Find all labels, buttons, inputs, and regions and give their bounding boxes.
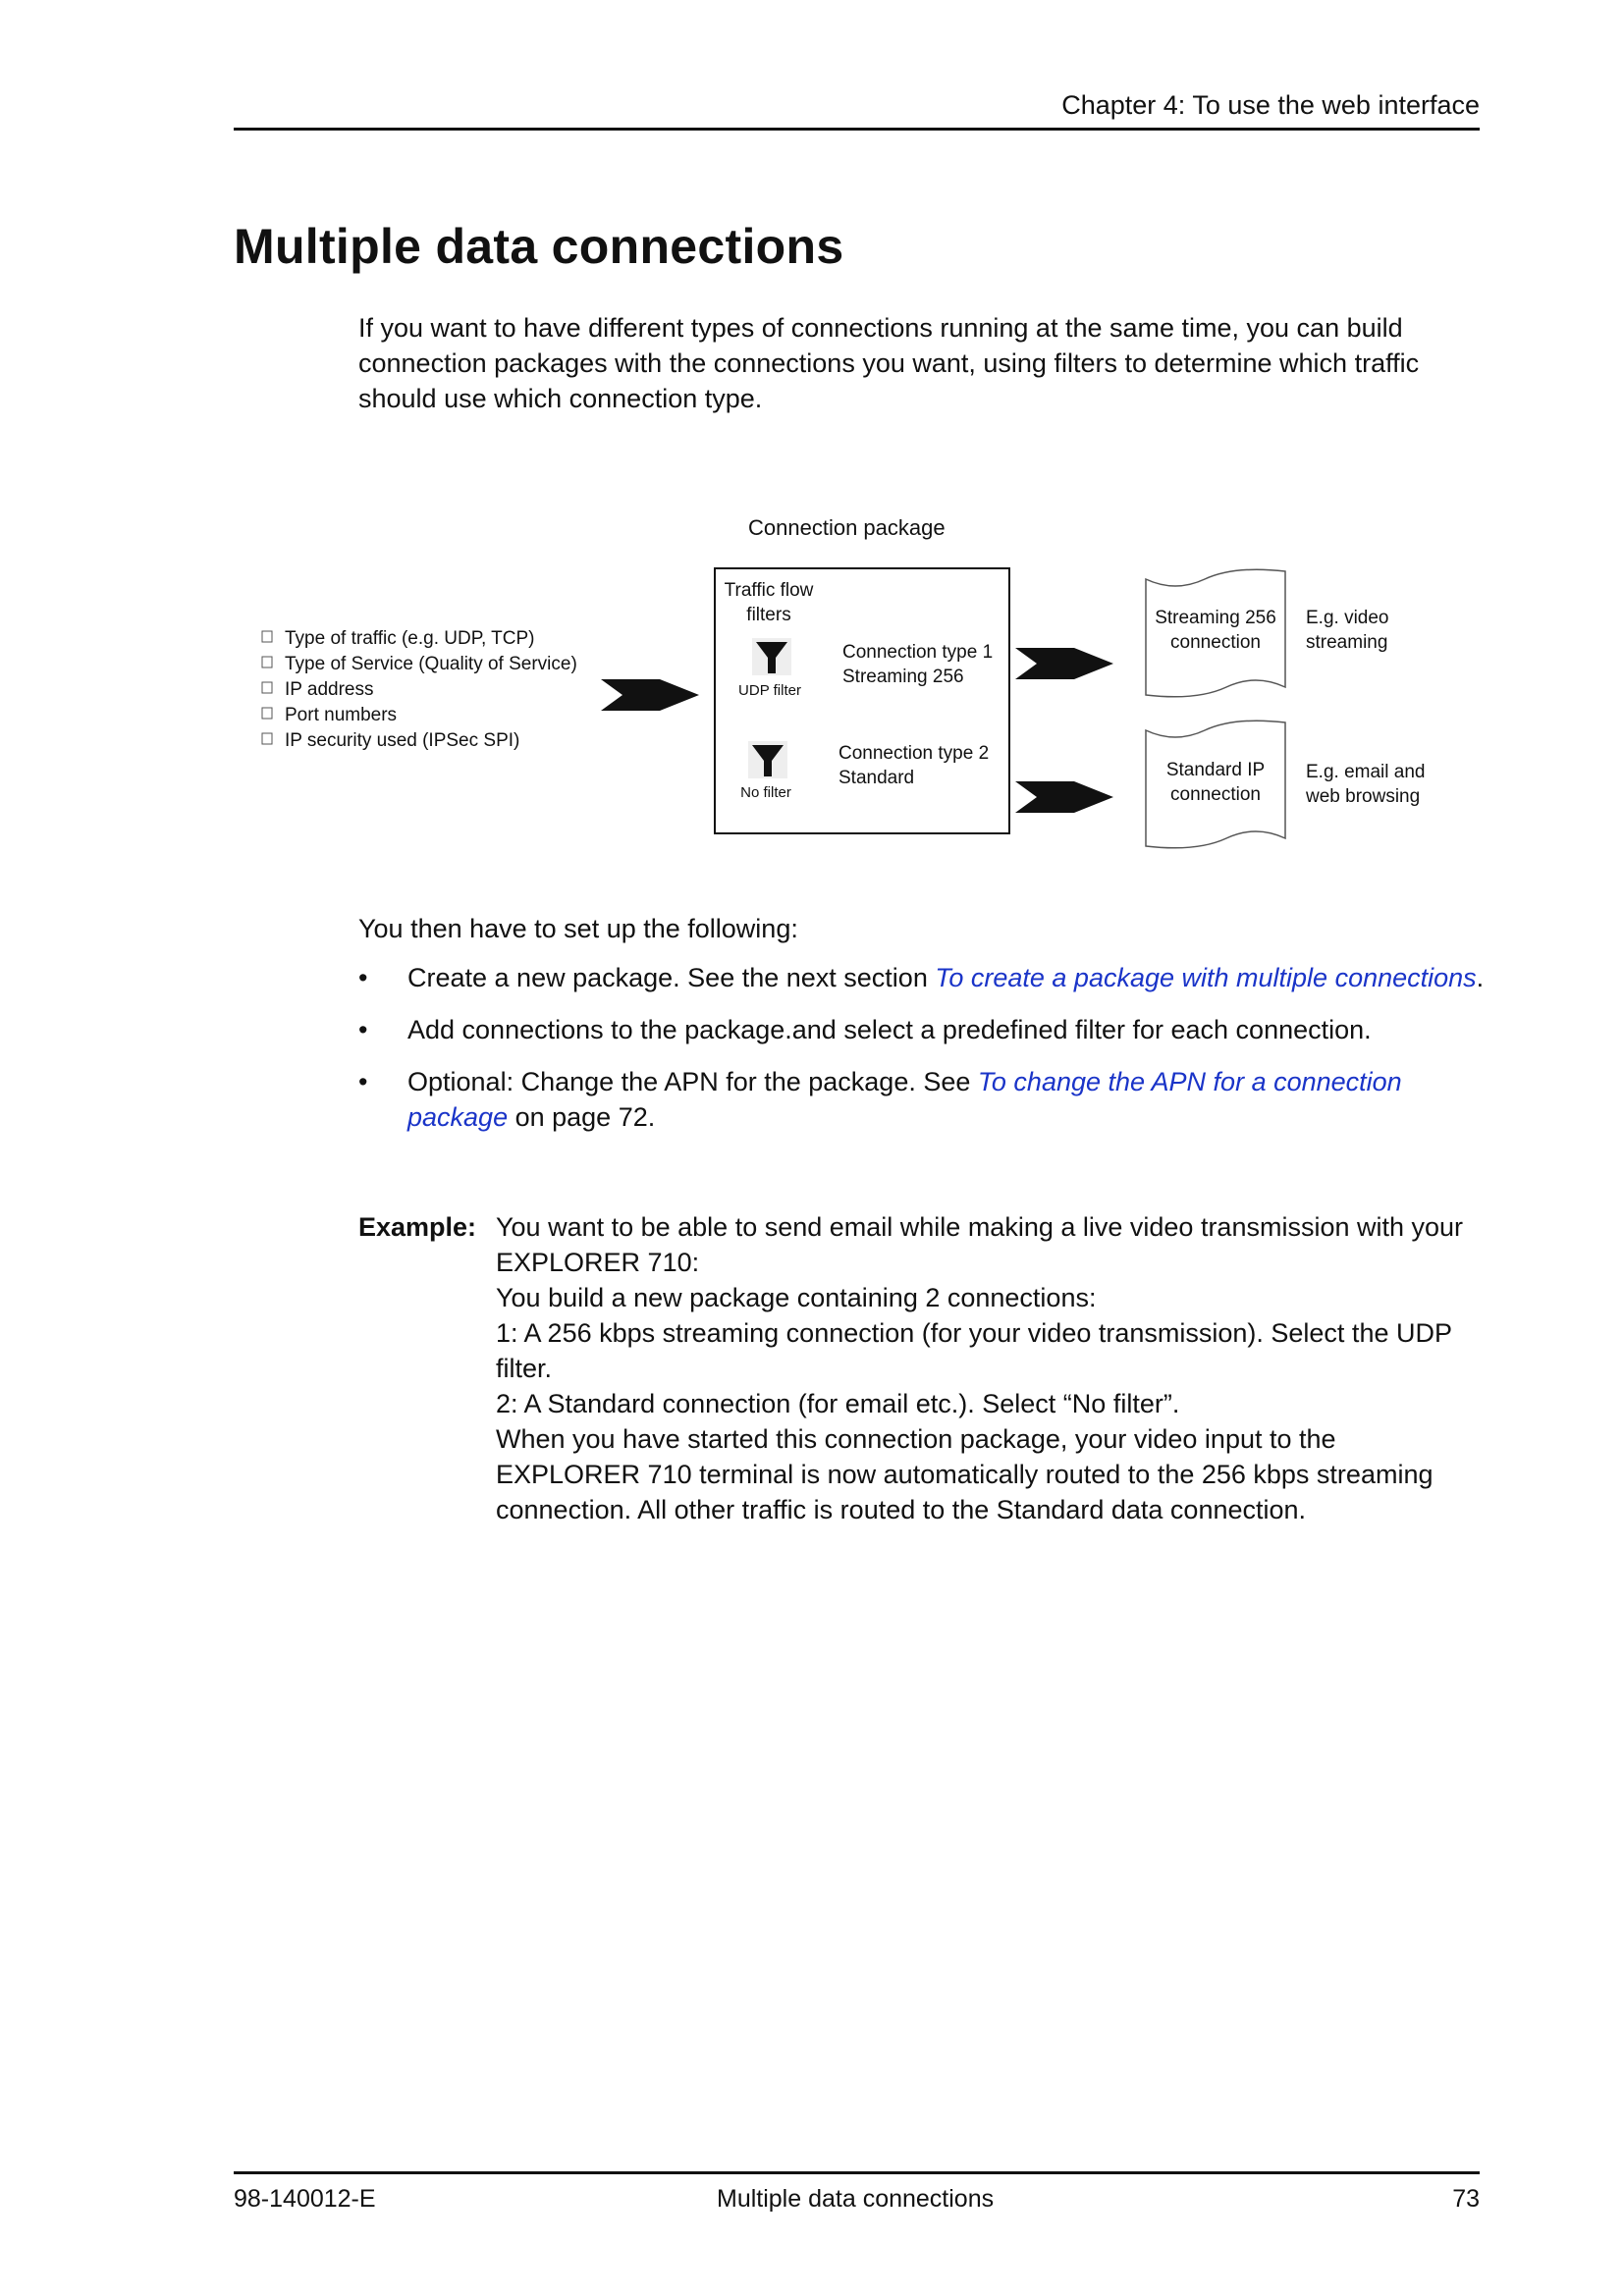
filters-title: filters [746,605,791,625]
change-apn-link[interactable]: To change the APN for a connection package [407,1067,1402,1132]
filters-title: Traffic flow [724,580,814,601]
step-text: Create a new package. See the next section [407,963,936,992]
document-number: 98-140012-E [234,2185,376,2213]
connection-type-1-detail: Streaming 256 [842,667,964,687]
example-line: When you have started this connection package, your video input to the EXPLORER 710 terminal is now automatically routed to the 256 kbps streaming connection. All other traffic is routed to the Standard data connection. [496,1424,1434,1524]
example-block [358,1209,1488,1527]
list-item [358,1012,1488,1047]
streaming-connection-label: connection [1170,632,1261,653]
connection-package-diagram [0,0,1623,883]
create-package-link[interactable]: To create a package with multiple connections [935,963,1477,992]
step-text: Optional: Change the APN for the package. See [407,1067,978,1096]
input-criteria-list [262,628,577,751]
input-criterion: IP address [285,679,374,700]
example-label: Example: [358,1212,477,1242]
double-arrow-icon [1015,648,1113,679]
input-criterion: Port numbers [285,705,398,725]
bullet: • [358,963,368,992]
input-criterion: Type of traffic (e.g. UDP, TCP) [285,628,535,649]
connection-type-1: Connection type 1 [842,642,994,663]
streaming-example-note: E.g. video [1306,608,1389,628]
streaming-example-note: streaming [1306,632,1388,653]
checkbox-icon [262,657,272,667]
standard-connection-label: connection [1170,784,1261,805]
example-line: You want to be able to send email while making a live video transmission with your EXPLORER 710: [496,1212,1464,1277]
step-text: Add connections to the package.and select a predefined filter for each connection. [407,1015,1372,1044]
page-number: 73 [1452,2185,1480,2213]
connection-type-2-detail: Standard [839,768,915,788]
package-label: Connection package [748,515,946,540]
example-line: 2: A Standard connection (for email etc.). Select “No filter”. [496,1389,1180,1418]
input-criterion: IP security used (IPSec SPI) [285,730,520,751]
streaming-connection-label: Streaming 256 [1155,608,1276,628]
checkbox-icon [262,682,272,693]
double-arrow-icon [1015,781,1113,813]
input-criterion: Type of Service (Quality of Service) [285,654,577,674]
double-arrow-icon [601,679,699,711]
step-text-end: on page 72. [508,1102,656,1132]
no-filter-label: No filter [740,784,791,801]
bullet: • [358,1067,368,1096]
intro-paragraph: If you want to have different types of connections running at the same time, you can build connection packages with the connections you want, using filters to determine which traffic should use which connection type. [358,313,1420,413]
standard-connection-label: Standard IP [1165,760,1266,780]
udp-filter-label: UDP filter [738,682,801,699]
chapter-heading: Chapter 4: To use the web interface [1061,90,1480,120]
step-text-end: . [1476,963,1485,992]
setup-steps [358,960,1488,1151]
bullet: • [358,1015,368,1044]
setup-lead: You then have to set up the following: [358,914,798,943]
list-item [358,960,1488,995]
checkbox-icon [262,631,272,642]
footer-section-title: Multiple data connections [717,2185,995,2213]
page-title: Multiple data connections [234,219,844,274]
connection-type-2: Connection type 2 [839,743,990,764]
example-line: You build a new package containing 2 connections: [496,1283,1097,1312]
checkbox-icon [262,708,272,719]
standard-example-note: web browsing [1306,786,1421,807]
list-item [358,1064,1488,1135]
example-body [496,1209,1488,1527]
footer-rule [234,2171,1480,2174]
standard-example-note: E.g. email and [1306,762,1426,782]
checkbox-icon [262,733,272,744]
example-line: 1: A 256 kbps streaming connection (for your video transmission). Select the UDP filter. [496,1318,1452,1383]
